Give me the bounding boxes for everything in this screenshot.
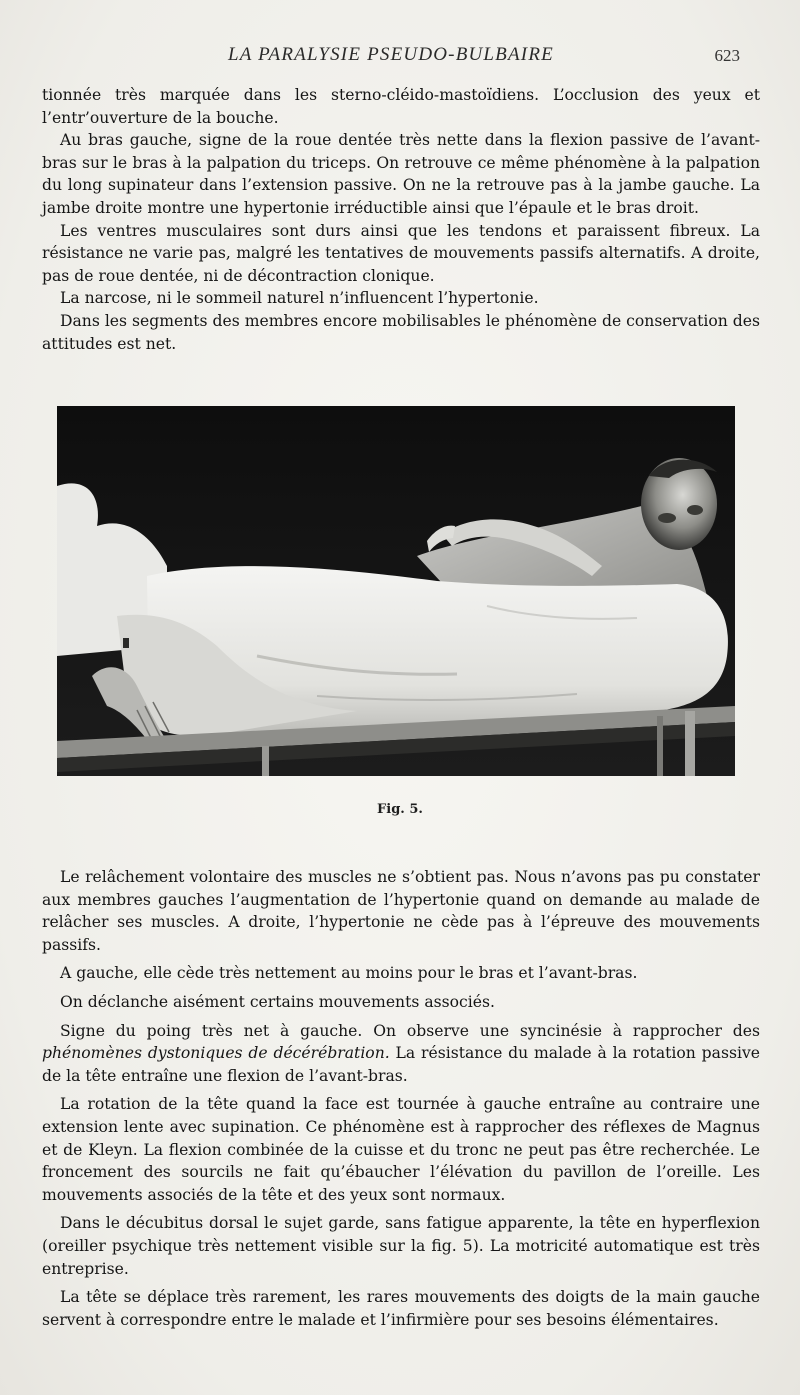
italic-term: phénomènes dystoniques de décérébration. — [42, 1044, 390, 1063]
paragraph: Au bras gauche, signe de la roue dentée très nette dans la flexion passive de l’avant-bras sur le bras à la palpation du triceps. On retrouve ce même phénomène à la palpation du long supinateur dans l’extension passive. On ne la retrouve pas à la jambe gauche. La jambe droite montre une hypertonie irréductible ainsi que l’épaule et le bras droit. — [42, 131, 760, 217]
paragraph — [42, 1020, 760, 1088]
paragraph: Le relâchement volontaire des muscles ne s’obtient pas. Nous n’avons pas pu constater aux membres gauches l’augmentation de l’hypertonie quand on demande au malade de relâcher ses muscles. A droite, l’hypertonie ne cède pas à l’épreuve des mouvements passifs. — [42, 868, 760, 954]
paragraph: Dans les segments des membres encore mobilisables le phénomène de conservation des attitudes est net. — [42, 311, 760, 353]
paragraph-text: La résistance du malade à la rotation passive de la tête entraîne une flexion de l’avant-bras. — [42, 1044, 760, 1085]
figure-caption: Fig. 5. — [377, 802, 423, 817]
text-block-top — [42, 84, 760, 355]
paragraph: La tête se déplace très rarement, les rares mouvements des doigts de la main gauche servent à correspondre entre le malade et l’infirmière pour ses besoins élémentaires. — [42, 1288, 760, 1329]
figure-photograph — [57, 406, 735, 776]
paragraph: On déclanche aisément certains mouvements associés. — [60, 992, 495, 1011]
paragraph: Dans le décubitus dorsal le sujet garde, sans fatigue apparente, la tête en hyperflexion (oreiller psychique très nettement visible sur la fig. 5). La motricité automatique est très entreprise. — [42, 1214, 760, 1278]
paragraph: tionnée très marquée dans les sterno-cléido-mastoïdiens. L’occlusion des yeux et l’entr’ouverture de la bouche. — [42, 86, 760, 127]
paragraph: La narcose, ni le sommeil naturel n’influencent l’hypertonie. — [60, 289, 539, 308]
page-number: 623 — [714, 46, 740, 65]
text-block-bottom — [42, 866, 760, 1331]
running-title: LA PARALYSIE PSEUDO-BULBAIRE — [228, 44, 554, 65]
paragraph: A gauche, elle cède très nettement au moins pour le bras et l’avant-bras. — [60, 964, 638, 983]
paragraph-text: Signe du poing très net à gauche. On observe une syncinésie à rapprocher des — [60, 1021, 760, 1040]
patient-photograph-illustration — [57, 406, 735, 776]
paragraph: La rotation de la tête quand la face est tournée à gauche entraîne au contraire une extension lente avec supination. Ce phénomène est à rapprocher des réflexes de Magnus et de Kleyn. La flexion combinée de la cuisse et du tronc ne peut pas être recherchée. Le froncement des sourcils ne fait qu’ébaucher l’élévation du pavillon de l’oreille. Les mouvements associés de la tête et des yeux sont normaux. — [42, 1095, 760, 1204]
running-header — [0, 44, 800, 70]
paragraph: Les ventres musculaires sont durs ainsi que les tendons et paraissent fibreux. La résistance ne varie pas, malgré les tentatives de mouvements passifs alternatifs. A droite, pas de roue dentée, ni de décontraction clonique. — [42, 221, 760, 285]
